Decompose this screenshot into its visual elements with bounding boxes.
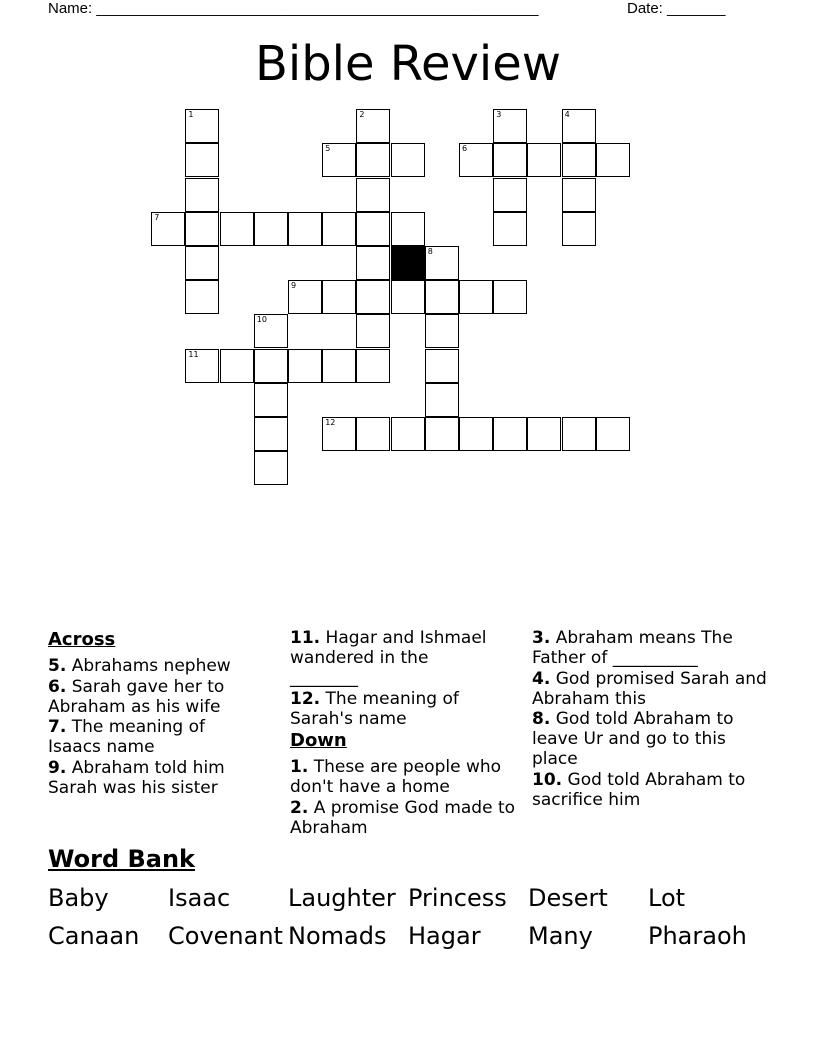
grid-cell[interactable] [254,383,288,417]
clue-number: 8. [532,709,551,729]
clue-text: God told Abraham to sacrifice him [532,769,746,810]
grid-cell[interactable] [185,212,219,246]
grid-cell[interactable] [288,212,322,246]
grid-cell[interactable] [527,143,561,177]
grid-cell[interactable] [356,143,390,177]
clue-item [290,628,515,688]
grid-cell[interactable] [391,212,425,246]
grid-cell[interactable] [322,212,356,246]
grid-cell[interactable] [562,143,596,177]
clue-text: God told Abraham to leave Ur and go to this place [532,709,734,769]
clue-number: 3. [532,628,551,648]
grid-cell[interactable] [185,143,219,177]
grid-cell[interactable] [425,314,459,348]
clue-text: The meaning of Sarah's name [290,688,459,729]
grid-cell[interactable] [220,212,254,246]
word-bank-word: Covenant [168,922,283,950]
page-title: Bible Review [254,36,562,92]
grid-cell[interactable] [493,109,527,143]
word-bank-word: Isaac [168,884,231,912]
grid-cell[interactable] [459,143,493,177]
crossword-grid [0,0,816,500]
date-field-label: Date: _______ [627,0,726,17]
grid-cell[interactable] [356,417,390,451]
clue-number: 5 [325,144,331,154]
clue-item [48,677,263,717]
grid-cell[interactable] [185,109,219,143]
clue-item [48,717,263,757]
grid-cell[interactable] [493,417,527,451]
grid-cell[interactable] [322,417,356,451]
grid-cell[interactable] [459,280,493,314]
grid-cell[interactable] [596,417,630,451]
grid-cell[interactable] [596,143,630,177]
clue-number: 10. [532,769,563,790]
grid-cell[interactable] [527,417,561,451]
clue-text: Sarah gave her to Abraham as his wife [48,676,225,717]
grid-cell[interactable] [425,280,459,314]
clues-column-1 [48,628,263,798]
grid-cell[interactable] [356,109,390,143]
grid-cell[interactable] [391,417,425,451]
grid-cell[interactable] [288,349,322,383]
clue-text: These are people who don't have a home [290,757,502,797]
grid-cell[interactable] [185,280,219,314]
clue-number: 2. [290,797,309,818]
clues-column-3 [532,628,767,810]
grid-cell[interactable] [185,178,219,212]
grid-cell[interactable] [322,143,356,177]
grid-cell[interactable] [185,246,219,280]
clue-number: 9. [48,757,67,778]
clue-item [532,669,767,709]
word-bank-word: Baby [48,884,109,912]
grid-cell[interactable] [356,246,390,280]
clue-item [48,656,263,676]
down-heading: Down [290,730,347,751]
answer-blank: ________ [290,668,358,688]
word-bank-word: Nomads [288,922,387,950]
clue-number: 1. [290,757,309,777]
word-bank-word: Pharaoh [648,922,747,950]
name-field-label: Name: _____________________________________________________ [48,0,539,17]
clue-number: 7. [48,717,67,737]
grid-cell[interactable] [493,280,527,314]
clue-number: 11. [290,628,321,648]
grid-cell[interactable] [425,349,459,383]
clue-item [532,628,767,668]
clue-number: 7 [154,212,160,222]
word-bank-word: Desert [528,884,608,912]
grid-cell[interactable] [288,280,322,314]
word-bank-word: Hagar [408,922,481,950]
grid-cell[interactable] [254,212,288,246]
word-bank-word: Many [528,922,593,950]
grid-cell[interactable] [220,349,254,383]
clue-number: 9 [291,281,297,291]
grid-cell[interactable] [356,349,390,383]
clue-number: 1 [188,110,194,120]
grid-cell[interactable] [322,280,356,314]
clue-item [48,758,263,798]
grid-cell[interactable] [562,178,596,212]
clue-text: A promise God made to Abraham [290,797,516,838]
clue-text: Abraham told him Sarah was his sister [48,757,225,798]
clue-text: Hagar and Ishmael wandered in the [290,628,487,668]
grid-cell[interactable] [493,212,527,246]
grid-cell[interactable] [425,383,459,417]
word-bank-word: Lot [648,884,686,912]
grid-cell[interactable] [356,314,390,348]
clue-item [290,689,515,729]
clue-number: 6 [462,144,468,154]
clue-number: 4 [564,110,570,120]
grid-cell[interactable] [185,349,219,383]
grid-cell[interactable] [356,178,390,212]
grid-cell[interactable] [254,417,288,451]
clue-number: 12. [290,688,321,709]
grid-cell[interactable] [459,417,493,451]
clue-number: 4. [532,668,551,689]
clue-number: 10 [256,315,267,325]
across-heading: Across [48,629,116,650]
clue-text: Abrahams nephew [71,656,231,676]
clue-number: 2 [359,110,365,120]
grid-cell[interactable] [254,349,288,383]
grid-cell[interactable] [425,246,459,280]
clue-number: 8 [427,247,433,256]
grid-cell[interactable] [562,212,596,246]
word-bank-word: Canaan [48,922,140,950]
grid-cell[interactable] [562,417,596,451]
grid-cell[interactable] [493,143,527,177]
clue-text: God promised Sarah and Abraham this [532,668,767,709]
grid-cell[interactable] [254,314,288,348]
clue-item [532,709,767,769]
grid-cell[interactable] [356,212,390,246]
grid-cell[interactable] [425,417,459,451]
clue-number: 5. [48,656,67,676]
word-bank-title: Word Bank [48,845,196,873]
clues-column-2 [290,628,515,838]
grid-cell[interactable] [322,349,356,383]
clue-text: The meaning of Isaacs name [48,717,206,757]
grid-cell[interactable] [493,178,527,212]
clue-item [290,757,515,797]
grid-cell[interactable] [391,143,425,177]
grid-cell[interactable] [391,280,425,314]
grid-cell[interactable] [356,280,390,314]
clue-number: 3 [496,110,502,120]
clue-number: 12 [325,418,336,427]
clue-item [290,798,515,838]
word-bank-word: Laughter [288,884,396,912]
word-bank-word: Princess [408,884,507,912]
clue-number: 11 [188,349,199,359]
grid-cell[interactable] [151,212,185,246]
clue-text: Abraham means The Father of __________ [532,628,733,668]
grid-cell-black [391,246,425,280]
clue-item [532,770,767,810]
clue-number: 6. [48,676,67,697]
grid-cell[interactable] [562,109,596,143]
grid-cell[interactable] [254,451,288,485]
